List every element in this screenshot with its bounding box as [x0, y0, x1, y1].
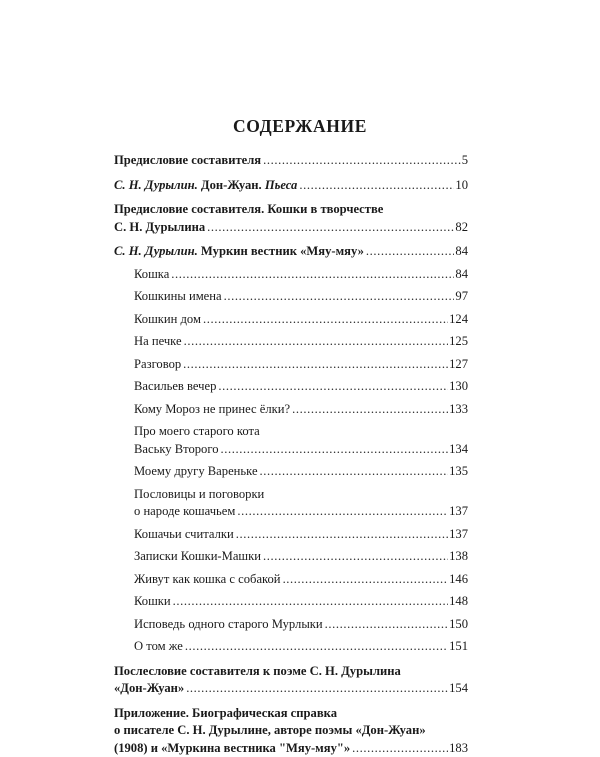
toc-page-number: 124 — [449, 311, 468, 329]
toc-entry-title: Кошки — [134, 593, 171, 611]
dot-leader — [173, 593, 448, 611]
toc-subentry[interactable] — [114, 401, 468, 419]
toc-entry-title: Записки Кошки-Машки — [134, 548, 261, 566]
toc-page-number: 82 — [455, 219, 468, 237]
toc-page-number: 84 — [455, 266, 468, 284]
toc-entry-title: Живут как кошка с собакой — [134, 571, 281, 589]
dot-leader — [325, 616, 448, 634]
page-title: СОДЕРЖАНИЕ — [0, 116, 600, 137]
toc-page-number: 134 — [449, 441, 468, 459]
toc-subentry[interactable] — [114, 526, 468, 544]
toc-page-number: 137 — [449, 503, 468, 521]
toc-page-number: 125 — [449, 333, 468, 351]
toc-subentry[interactable] — [114, 311, 468, 329]
toc-entry-title: Кошачьи считалки — [134, 526, 234, 544]
toc-entry-title-line: Послесловие составителя к поэме С. Н. Дурылина — [114, 663, 468, 681]
dot-leader — [263, 548, 448, 566]
dot-leader — [183, 356, 448, 374]
toc-entry-author: С. Н. Дурылин. — [114, 178, 198, 192]
toc-page-number: 10 — [455, 177, 468, 195]
toc-subentry[interactable] — [114, 423, 468, 458]
toc-entry-title-line: «Дон-Жуан» — [114, 680, 184, 698]
toc-page-number: 135 — [449, 463, 468, 481]
dot-leader — [171, 266, 454, 284]
toc-entry-don-juan-play[interactable] — [114, 177, 468, 195]
dot-leader — [207, 219, 454, 237]
toc-entry-title: Кошкины имена — [134, 288, 222, 306]
toc-entry-appendix[interactable] — [114, 705, 468, 757]
toc-subentry[interactable] — [114, 616, 468, 634]
toc-entry-afterword[interactable] — [114, 663, 468, 698]
toc-entry-author: С. Н. Дурылин. — [114, 244, 198, 258]
toc-entry-title: С. Н. Дурылин. Муркин вестник «Мяу-мяу» — [114, 243, 364, 261]
toc-subentry[interactable] — [114, 333, 468, 351]
dot-leader — [221, 441, 449, 459]
toc-page-number: 130 — [449, 378, 468, 396]
toc-page-number: 151 — [449, 638, 468, 656]
dot-leader — [352, 740, 448, 757]
dot-leader — [236, 526, 448, 544]
toc-entry-title-line: С. Н. Дурылина — [114, 219, 205, 237]
toc-page-number: 154 — [449, 680, 468, 698]
dot-leader — [237, 503, 448, 521]
toc-subentry[interactable] — [114, 593, 468, 611]
toc-entry-title-line: о народе кошачьем — [134, 503, 235, 521]
dot-leader — [218, 378, 448, 396]
toc-entry-title-line: о писателе С. Н. Дурылине, авторе поэмы «Дон-Жуан» — [114, 722, 468, 740]
toc-subentry[interactable] — [114, 638, 468, 656]
toc-page-number: 146 — [449, 571, 468, 589]
dot-leader — [299, 177, 454, 195]
dot-leader — [184, 333, 449, 351]
toc-entry-title: Разговор — [134, 356, 181, 374]
toc-page-number: 137 — [449, 526, 468, 544]
toc-entry-title: Предисловие составителя — [114, 152, 261, 170]
toc-subentry[interactable] — [114, 548, 468, 566]
dot-leader — [185, 638, 448, 656]
toc-subentry[interactable] — [114, 571, 468, 589]
table-of-contents — [114, 152, 468, 757]
toc-subentry[interactable] — [114, 288, 468, 306]
toc-entry-title: Моему другу Вареньке — [134, 463, 258, 481]
toc-page-number: 138 — [449, 548, 468, 566]
dot-leader — [283, 571, 449, 589]
toc-subentry[interactable] — [114, 378, 468, 396]
toc-entry-title-line: Пословицы и поговорки — [134, 486, 468, 504]
toc-entry-title: С. Н. Дурылин. Дон-Жуан. Пьеса — [114, 177, 297, 195]
dot-leader — [224, 288, 455, 306]
toc-entry-title-line: (1908) и «Муркина вестника "Мяу-мяу"» — [114, 740, 350, 757]
toc-page-number: 133 — [449, 401, 468, 419]
toc-entry-title-line: Ваську Второго — [134, 441, 219, 459]
toc-entry-title: Исповедь одного старого Мурлыки — [134, 616, 323, 634]
dot-leader — [263, 152, 461, 170]
dot-leader — [186, 680, 448, 698]
toc-entry-murkin-vestnik[interactable] — [114, 243, 468, 261]
toc-entry-title: Васильев вечер — [134, 378, 216, 396]
dot-leader — [366, 243, 455, 261]
toc-entry-title-line: Предисловие составителя. Кошки в творчестве — [114, 201, 468, 219]
toc-page-number: 127 — [449, 356, 468, 374]
toc-subentry[interactable] — [114, 463, 468, 481]
toc-entry-title: Кошка — [134, 266, 169, 284]
toc-entry-title-line: Про моего старого кота — [134, 423, 468, 441]
toc-entry-title: О том же — [134, 638, 183, 656]
toc-page-number: 5 — [462, 152, 468, 170]
toc-subentry[interactable] — [114, 356, 468, 374]
dot-leader — [260, 463, 449, 481]
toc-entry-title: Кошкин дом — [134, 311, 201, 329]
toc-page-number: 97 — [455, 288, 468, 306]
dot-leader — [292, 401, 448, 419]
toc-entry-title-line: Приложение. Биографическая справка — [114, 705, 468, 723]
toc-page-number: 150 — [449, 616, 468, 634]
toc-subentry[interactable] — [114, 266, 468, 284]
toc-entry-title: Кому Мороз не принес ёлки? — [134, 401, 290, 419]
toc-subentry[interactable] — [114, 486, 468, 521]
toc-page-number: 84 — [455, 243, 468, 261]
toc-page-number: 148 — [449, 593, 468, 611]
toc-entry-preface-cats[interactable] — [114, 201, 468, 236]
toc-entry-title: На печке — [134, 333, 182, 351]
toc-page-number: 183 — [449, 740, 468, 757]
toc-entry-preface[interactable] — [114, 152, 468, 170]
dot-leader — [203, 311, 448, 329]
